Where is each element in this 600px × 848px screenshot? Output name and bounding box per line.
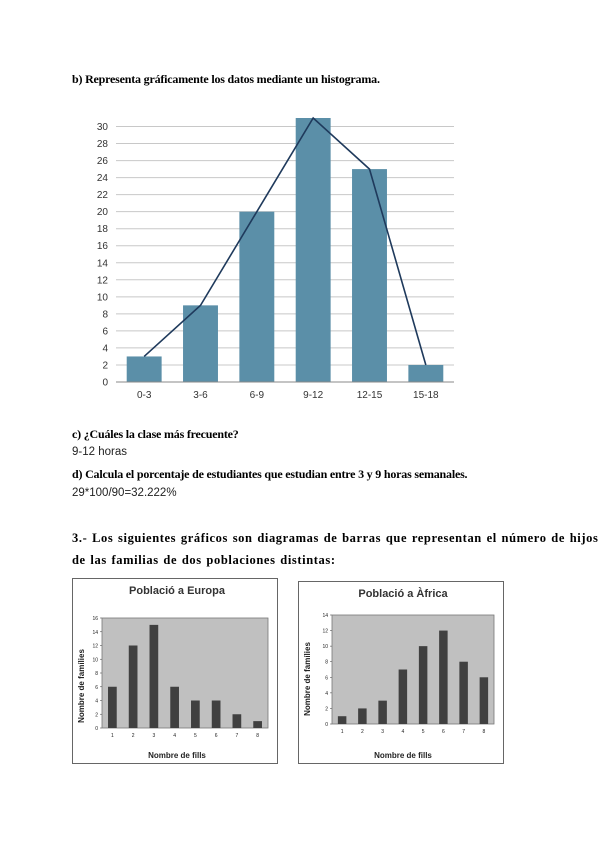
- y-tick-label: 4: [102, 343, 108, 355]
- y-tick-label: 0: [95, 726, 98, 732]
- y-tick-label: 2: [102, 360, 108, 372]
- y-tick-label: 14: [92, 629, 98, 636]
- y-tick-label: 16: [96, 241, 108, 253]
- bar: [399, 670, 408, 725]
- bar: [108, 687, 117, 728]
- x-tick-label: 4: [401, 729, 405, 735]
- y-tick-label: 12: [322, 628, 328, 635]
- europe-y-axis-label: Nombre de famílies: [77, 649, 86, 723]
- y-tick-label: 2: [95, 712, 98, 719]
- x-tick-label: 7: [235, 733, 239, 739]
- section-c-question: c) ¿Cuáles la clase más frecuente?: [72, 427, 239, 441]
- y-tick-label: 28: [96, 139, 108, 151]
- bar: [129, 646, 138, 729]
- y-tick-label: 8: [102, 309, 108, 321]
- histogram-bars: [127, 118, 444, 382]
- bar: [191, 701, 200, 729]
- section-c-answer: 9-12 horas: [72, 446, 127, 458]
- plot-area: [332, 615, 494, 724]
- y-tick-label: 18: [96, 224, 108, 236]
- y-tick-label: 8: [325, 659, 328, 666]
- histogram-x-tick-labels: [137, 390, 439, 401]
- bar: [439, 631, 448, 724]
- x-tick-label: 9-12: [303, 390, 324, 401]
- bar: [459, 662, 468, 724]
- x-tick-label: 4: [173, 733, 177, 739]
- plot-area: [102, 618, 268, 728]
- histogram-bar: [296, 118, 331, 382]
- x-tick-label: 1: [340, 729, 344, 735]
- x-tick-label: 5: [193, 733, 197, 739]
- y-tick-label: 4: [95, 698, 98, 705]
- y-tick-label: 22: [96, 190, 108, 202]
- europe-chart-title: Població a Europa: [129, 585, 225, 597]
- section-3-line1: 3.- Los siguientes gráficos son diagramas de barras que representan el número de hijos: [72, 531, 599, 545]
- histogram-chart: [86, 110, 466, 410]
- y-tick-label: 20: [96, 207, 108, 219]
- y-tick-label: 6: [95, 684, 98, 691]
- section-b-heading: b) Representa gráficamente los datos mediante un histograma.: [72, 72, 380, 86]
- bar: [338, 716, 347, 724]
- histogram-bar: [239, 212, 274, 382]
- y-tick-label: 16: [92, 616, 98, 622]
- y-tick-label: 4: [325, 690, 328, 697]
- y-tick-label: 10: [96, 292, 108, 304]
- y-tick-label: 24: [96, 173, 108, 185]
- x-tick-label: 2: [360, 729, 364, 735]
- bar: [150, 625, 159, 728]
- histogram-y-tick-labels: [97, 122, 109, 388]
- bar: [253, 721, 262, 728]
- y-tick-label: 12: [92, 643, 98, 650]
- africa-bar-chart: [298, 581, 504, 764]
- bar: [233, 714, 242, 728]
- y-tick-label: 0: [325, 722, 328, 728]
- bar: [170, 687, 179, 728]
- bar: [480, 677, 489, 724]
- x-tick-label: 8: [482, 729, 486, 735]
- bar: [212, 701, 221, 729]
- x-tick-label: 5: [421, 729, 425, 735]
- y-tick-label: 14: [322, 613, 328, 619]
- africa-y-axis-label: Nombre de famílies: [303, 642, 312, 716]
- africa-x-axis-label: Nombre de fills: [374, 751, 432, 760]
- x-tick-label: 3: [152, 733, 156, 739]
- histogram-bar: [127, 356, 162, 382]
- x-tick-label: 3-6: [193, 390, 208, 401]
- y-tick-label: 10: [322, 644, 328, 651]
- histogram-bar: [352, 169, 387, 382]
- x-tick-label: 8: [256, 733, 260, 739]
- africa-chart-title: Població a Àfrica: [358, 588, 448, 600]
- section-3-line2: de las familias de dos poblaciones distintas:: [72, 553, 336, 567]
- x-tick-label: 0-3: [136, 390, 152, 401]
- y-tick-label: 6: [325, 675, 328, 682]
- x-tick-label: 1: [110, 733, 114, 739]
- x-tick-label: 3: [381, 729, 385, 735]
- x-tick-label: 6: [441, 729, 445, 735]
- y-tick-label: 6: [102, 326, 108, 338]
- y-tick-label: 26: [96, 156, 108, 168]
- y-tick-label: 10: [92, 657, 98, 664]
- section-d-question: d) Calcula el porcentaje de estudiantes que estudian entre 3 y 9 horas semanales.: [72, 467, 468, 481]
- bar: [378, 701, 387, 724]
- y-tick-label: 2: [325, 706, 328, 713]
- x-tick-label: 6-9: [249, 390, 265, 401]
- x-tick-label: 7: [462, 729, 466, 735]
- y-tick-label: 30: [96, 122, 108, 134]
- y-tick-label: 14: [96, 258, 108, 270]
- europe-bar-chart: [72, 578, 278, 764]
- section-d-answer: 29*100/90=32.222%: [72, 487, 177, 499]
- y-tick-label: 0: [102, 377, 108, 389]
- bar: [419, 646, 428, 724]
- x-tick-label: 2: [131, 733, 135, 739]
- x-tick-label: 15-18: [413, 390, 439, 401]
- bar: [358, 708, 367, 724]
- y-tick-label: 8: [95, 671, 98, 677]
- x-tick-label: 12-15: [356, 390, 383, 401]
- histogram-bar: [408, 365, 443, 382]
- europe-x-axis-label: Nombre de fills: [148, 751, 206, 760]
- y-tick-label: 12: [96, 275, 108, 287]
- x-tick-label: 6: [214, 733, 218, 739]
